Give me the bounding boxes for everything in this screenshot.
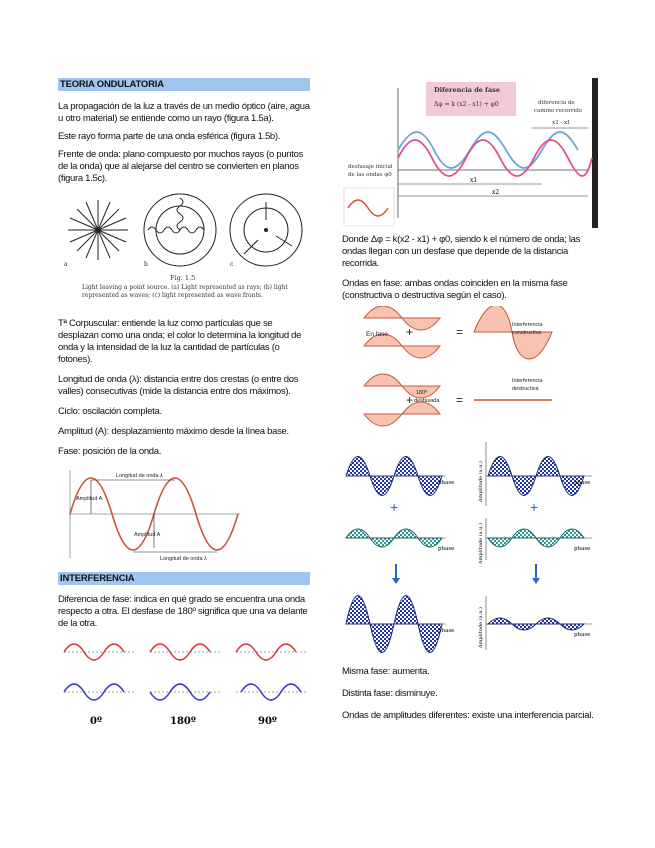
paragraph-longitud-onda: Longitud de onda (λ): distancia entre dos crestas (o entre dos valles) consecutivas (mide la distancia entre dos máximos). xyxy=(58,374,299,397)
label-0deg: 0º xyxy=(90,716,102,727)
paragraph-formula-explanation: Donde Δφ = k(x2 - x1) + φ0, siendo k el número de onda; las ondas llegan con un desfase que depende de la distancia recorrida. xyxy=(342,234,581,269)
label-amplitude-2: Amplitud A xyxy=(134,532,161,538)
paragraph-rayo: La propagación de la luz a través de un medio óptico (aire, agua u otro material) se entiende como un rayo (figura 1.5a). xyxy=(58,101,310,124)
diagram-formula: Δφ = k (x2 - x1) + φ0 xyxy=(434,101,499,108)
label-amplitude-1: Amplitud A xyxy=(76,496,103,502)
paragraph-diferencia-fase: Diferencia de fase: indica en qué grado se encuentra una onda respecto a otra. El desfase de 180º significa que una va delante de la otra. xyxy=(58,594,308,629)
phase-label-l3: phase xyxy=(438,628,455,634)
label-x1: x1 xyxy=(470,177,478,184)
phase-label-l2: phase xyxy=(438,546,455,552)
right-wave-column xyxy=(477,442,592,650)
fig-caption: Fig. 1.5 xyxy=(170,274,196,282)
initial-phase-2: de las ondas φ0 xyxy=(348,172,392,178)
fig-desc-line1: Light leaving a point source. (a) Light represented as rays; (b) light xyxy=(82,284,288,291)
svg-text:+: + xyxy=(406,325,414,339)
paragraph-fase: Fase: posición de la onda. xyxy=(58,446,162,457)
amplitude-label-r1: Amplitude (a.u.) xyxy=(478,460,484,502)
label-destructiva-2: destructiva xyxy=(512,386,539,392)
paragraph-ondas-en-fase: Ondas en fase: ambas ondas coinciden en la misma fase (constructiva o destructiva según el caso). xyxy=(342,278,568,301)
label-wavelength-top: Longitud de onda λ xyxy=(116,473,163,479)
left-column-2 xyxy=(58,318,310,458)
label-wavelength-bottom: Longitud de onda λ xyxy=(160,556,207,562)
destructive-row xyxy=(364,374,552,426)
amplitude-label-r3: Amplitude (a.u.) xyxy=(478,606,484,648)
svg-text:+: + xyxy=(530,499,539,515)
label-180: 180º xyxy=(416,390,428,396)
label-x2: x2 xyxy=(492,189,500,196)
diagram-title: Diferencia de fase xyxy=(434,86,500,94)
paragraph-amplitud: Amplitud (A): desplazamiento máximo desde la línea base. xyxy=(58,426,289,437)
phase-label-r2: phase xyxy=(574,546,591,552)
figure-1-5 xyxy=(58,190,310,302)
right-column-2 xyxy=(342,666,604,722)
path-label-1: diferencia de xyxy=(538,100,575,106)
svg-text:=: = xyxy=(456,393,464,407)
phase-label-r3: phase xyxy=(574,632,591,638)
paragraph-frente-onda: Frente de onda: plano compuesto por muchos rayos (o puntos de la onda) que al alejarse del centro se convierten en planos (figura 1.5c). xyxy=(58,149,304,184)
label-desfasada: desfasada xyxy=(414,398,440,404)
path-value: x2 - x1 xyxy=(552,120,571,126)
paragraph-corpuscular: Tª Corpuscular: entiende la luz como partículas que se desplazan como una onda; el color lo determina la longitud de onda y la intensidad de la luz la cantidad de partículas (o fotones). xyxy=(58,318,302,365)
phase-label-r1: phase xyxy=(574,480,591,486)
initial-phase-1: desfasaje inicial xyxy=(348,164,393,170)
phase-comparison xyxy=(60,636,312,728)
section-title-interferencia: INTERFERENCIA xyxy=(58,572,310,585)
label-destructiva-1: Interferencia xyxy=(512,378,543,384)
phase-180 xyxy=(150,644,220,700)
paragraph-onda-esferica: Este rayo forma parte de una onda esférica (figura 1.5b). xyxy=(58,131,281,142)
paragraph-distinta-fase: Distinta fase: disminuye. xyxy=(342,688,438,699)
label-constructiva-1: Interferencia xyxy=(512,322,543,328)
rays-diagram xyxy=(68,200,128,260)
left-wave-column xyxy=(346,457,454,653)
paragraph-misma-fase: Misma fase: aumenta. xyxy=(342,666,430,677)
phase-0 xyxy=(64,644,134,700)
svg-text:=: = xyxy=(456,325,464,339)
amplitude-label-r2: Amplitude (a.u.) xyxy=(478,522,484,564)
fig-desc-line2: represented as waves; (c) light represented as wave fronts. xyxy=(82,292,263,299)
label-90deg: 90º xyxy=(258,716,277,727)
phase-difference-diagram xyxy=(342,78,598,228)
waves-diagram xyxy=(144,194,216,266)
svg-text:+: + xyxy=(406,393,414,407)
wave-addition-plots xyxy=(342,436,606,656)
label-constructiva-2: constructiva xyxy=(512,330,542,336)
fig-letter-b: b xyxy=(144,261,148,268)
paragraph-ciclo: Ciclo: oscilación completa. xyxy=(58,406,162,417)
svg-text:+: + xyxy=(390,499,399,515)
path-label-2: camino recorrido xyxy=(534,108,583,114)
constructive-row xyxy=(364,306,552,359)
interference-diagram xyxy=(362,306,588,428)
phase-90 xyxy=(236,644,306,700)
fig-letter-c: c xyxy=(230,261,234,268)
paragraph-amplitudes-diferentes: Ondas de amplitudes diferentes: existe una interferencia parcial. xyxy=(342,710,594,721)
fig-letter-a: a xyxy=(64,261,68,268)
section-title-teoria: TEORIA ONDULATORIA xyxy=(58,78,310,91)
wavelength-diagram xyxy=(64,466,244,562)
label-en-fase: En fase xyxy=(366,331,389,338)
left-column-3 xyxy=(58,572,310,630)
phase-label-l1: phase xyxy=(438,480,455,486)
label-180deg: 180º xyxy=(170,716,196,727)
right-column-1 xyxy=(342,234,604,302)
wave-fronts-diagram xyxy=(230,194,302,266)
left-column xyxy=(58,78,310,185)
